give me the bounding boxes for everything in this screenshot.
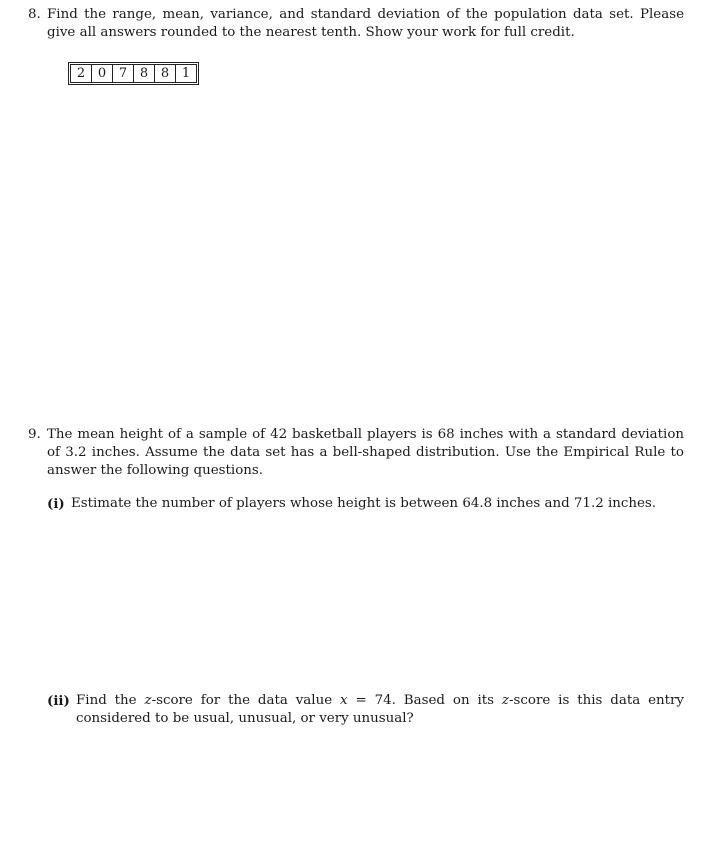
part-i-text: Estimate the number of players whose height is between 64.8 inches and 71.2 inches.	[71, 496, 657, 511]
part-ii-text-b: -score for the data value	[151, 693, 341, 708]
data-value-cell: 8	[134, 65, 155, 82]
part-ii-text-a: Find the	[76, 693, 145, 708]
part-ii-text-d: -score is this data entry considered to be usual, unusual, or very unusual?	[76, 693, 685, 726]
question-9	[28, 426, 684, 480]
question-8-text: Find the range, mean, variance, and standard deviation of the population data set. Please give all answers rounded to the nearest tenth. Show your work for full credit.	[47, 7, 684, 40]
x-variable: x	[340, 693, 348, 708]
population-data-set	[70, 64, 197, 83]
question-8-number: 8.	[28, 7, 41, 22]
z-variable: z	[144, 693, 152, 708]
part-i-label: (i)	[47, 496, 65, 512]
data-value-cell: 1	[181, 66, 191, 81]
z-variable: z	[501, 693, 509, 708]
data-value-cell: 8	[155, 65, 176, 82]
question-9-text: The mean height of a sample of 42 basketball players is 68 inches with a standard deviation of 3.2 inches. Assume the data set has a bell-shaped distribution. Use the Empirical Rule to answer the following questions.	[47, 427, 684, 478]
part-ii-text-c: = 74. Based on its	[347, 693, 502, 708]
data-value-cell: 0	[92, 65, 113, 82]
data-value-cell: 7	[113, 65, 134, 82]
question-9-part-i	[47, 495, 684, 513]
data-value-cell: 2	[71, 65, 92, 82]
part-ii-label: (ii)	[47, 693, 70, 709]
part-ii-text	[76, 692, 684, 728]
question-9-number: 9.	[28, 427, 41, 442]
question-8	[28, 6, 684, 42]
question-9-part-ii	[47, 692, 684, 728]
